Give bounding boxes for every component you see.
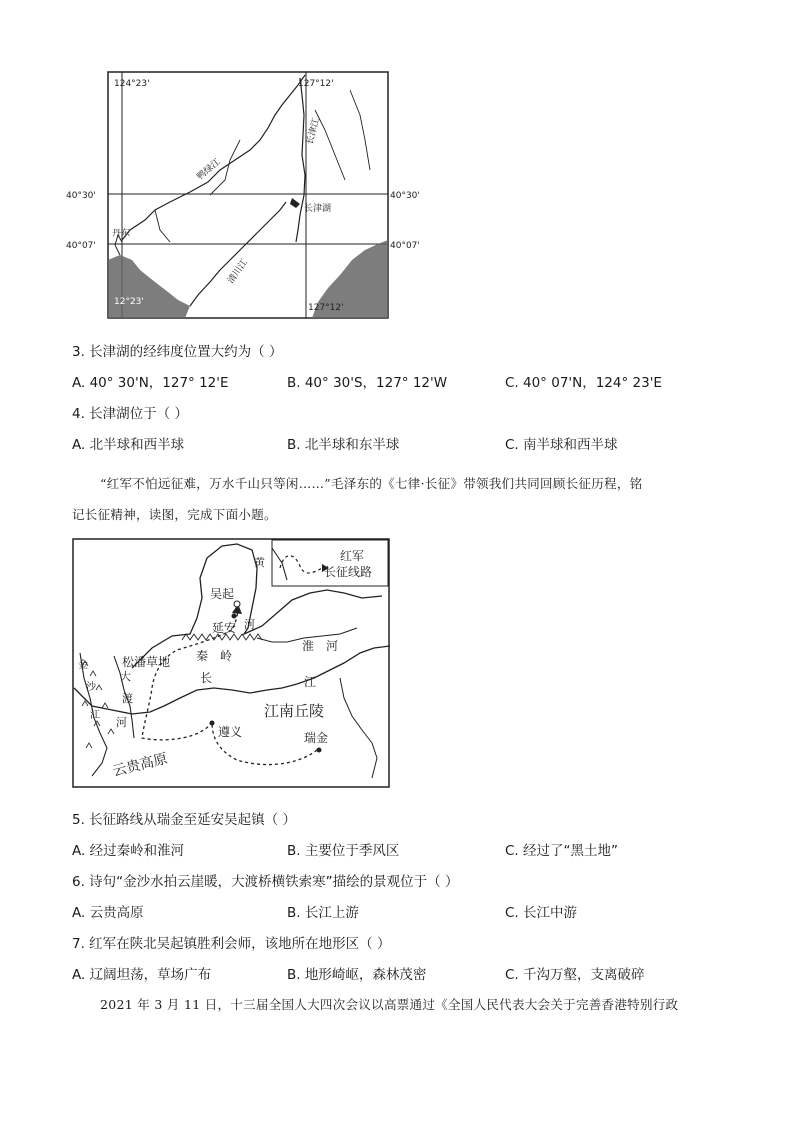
question-6-option-c[interactable]: C. 长江中游: [505, 905, 578, 921]
map-changjin-lake: [60, 70, 420, 330]
point-yanan: [232, 614, 237, 619]
question-5-option-a[interactable]: A. 经过秦岭和淮河: [72, 843, 185, 859]
question-5-option-b[interactable]: B. 主要位于季风区: [287, 843, 400, 859]
label-qingchuan-river: 清川江: [226, 257, 250, 286]
tributary-4: [350, 90, 370, 170]
question-7-stem: 7. 红军在陕北吴起镇胜利会师，该地所在地形区（ ）: [72, 936, 391, 952]
label-lake: 长津湖: [304, 204, 332, 214]
label-yalu-river: 鸭绿江: [195, 157, 223, 183]
label-dandong: 丹东: [112, 229, 131, 239]
label-jiang-2: 江: [304, 675, 317, 689]
label-lat-upper-left: 40°30': [66, 191, 96, 201]
label-dadu-2: 渡: [122, 692, 133, 705]
tributary-2: [155, 210, 170, 242]
label-huaihe: 淮 河: [302, 639, 339, 653]
question-3-stem: 3. 长津湖的经纬度位置大约为（ ）: [72, 344, 283, 360]
label-lat-lower-left: 40°07': [66, 241, 96, 251]
legend-label-1: 红军: [340, 549, 365, 563]
label-zunyi: 遵义: [218, 725, 243, 739]
label-he-yellow: 河: [244, 618, 255, 631]
sea-west: [108, 255, 190, 318]
label-jin: 金: [78, 660, 88, 671]
label-wuqi: 吴起: [210, 587, 235, 601]
label-yungui: 云贵高原: [111, 750, 170, 780]
question-7-option-a[interactable]: A. 辽阔坦荡，草场广布: [72, 967, 212, 983]
label-qinling: 秦 岭: [196, 649, 233, 663]
label-lon-left-bottom: 12°23': [114, 297, 144, 307]
label-chang: 长: [200, 671, 213, 685]
question-5-stem: 5. 长征路线从瑞金至延安吴起镇（ ）: [72, 812, 296, 828]
legend-box: [272, 540, 388, 586]
question-7-option-b[interactable]: B. 地形崎岖，森林茂密: [287, 967, 427, 983]
point-zunyi: [210, 721, 215, 726]
question-6-option-b[interactable]: B. 长江上游: [287, 905, 359, 921]
passage-hongkong-line-1: 2021 年 3 月 11 日，十三届全国人大四次会议以高票通过《全国人民代表大会关于完善香港特别行政: [100, 997, 679, 1012]
label-sha: 沙: [86, 682, 96, 693]
question-4-option-a[interactable]: A. 北半球和西半球: [72, 437, 185, 453]
label-jiang: 江: [90, 710, 100, 721]
label-dadu-1: 大: [120, 670, 131, 683]
question-4-option-c[interactable]: C. 南半球和西半球: [505, 437, 618, 453]
label-lon-left-top: 124°23': [114, 79, 150, 89]
label-lon-right-top: 127°12': [298, 79, 334, 89]
yalu-river: [122, 75, 305, 240]
label-lon-right-bottom: 127°12': [308, 303, 344, 313]
label-lat-upper-right: 40°30': [390, 191, 420, 201]
label-changjin-river: 长津江: [305, 117, 322, 146]
point-ruijin: [317, 748, 322, 753]
label-ruijin: 瑞金: [304, 731, 329, 745]
passage-long-march-line-2: 记长征精神，读图，完成下面小题。: [72, 507, 277, 522]
label-yanan: 延安: [212, 621, 237, 635]
qingchuan-river: [190, 202, 286, 306]
question-4-stem: 4. 长津湖位于（ ）: [72, 406, 188, 422]
label-lat-lower-right: 40°07': [390, 241, 420, 251]
map-long-march: [72, 538, 392, 790]
question-7-option-c[interactable]: C. 千沟万壑，支离破碎: [505, 967, 645, 983]
question-5-option-c[interactable]: C. 经过了“黑土地”: [505, 843, 618, 859]
lake-marker: [290, 198, 300, 208]
question-3-option-b[interactable]: B. 40° 30'S，127° 12'W: [287, 375, 448, 391]
question-3-option-a[interactable]: A. 40° 30'N，127° 12'E: [72, 375, 229, 391]
question-3-option-c[interactable]: C. 40° 07'N，124° 23'E: [505, 375, 662, 391]
legend-label-2: 长征线路: [324, 565, 373, 579]
question-4-option-b[interactable]: B. 北半球和东半球: [287, 437, 400, 453]
question-6-option-a[interactable]: A. 云贵高原: [72, 905, 144, 921]
label-yellow: 黄: [254, 556, 265, 569]
label-dadu-3: 河: [116, 716, 127, 729]
passage-long-march-line-1: “红军不怕远征难，万水千山只等闲……”毛泽东的《七律·长征》带领我们共同回顾长征历程，铭: [100, 476, 643, 491]
changjin-river: [296, 78, 305, 242]
label-jiangnan: 江南丘陵: [264, 702, 325, 720]
point-wuqi: [234, 601, 240, 607]
label-songpan: 松潘草地: [122, 655, 171, 669]
question-6-stem: 6. 诗句“金沙水拍云崖暖，大渡桥横铁索寒”描绘的景观位于（ ）: [72, 874, 459, 890]
